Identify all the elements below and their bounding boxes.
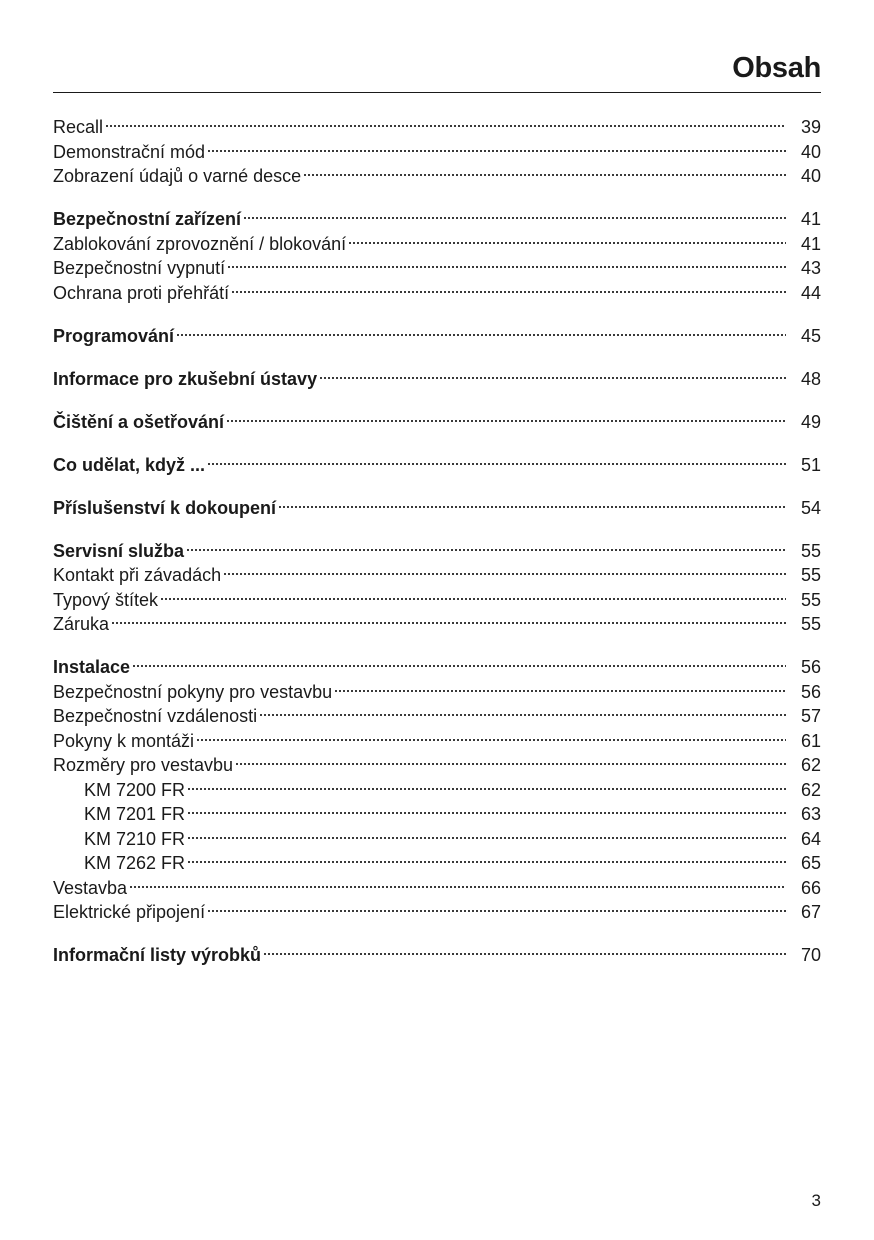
toc-entry-page: 51 — [800, 454, 821, 475]
toc-subentry[interactable] — [53, 802, 821, 827]
dot-leader — [278, 504, 786, 510]
dot-leader — [105, 123, 786, 129]
toc-entry-label: Informační listy výrobků — [53, 945, 262, 965]
toc-entry-page: 49 — [800, 411, 821, 432]
dot-leader — [226, 418, 786, 424]
toc-group — [53, 943, 821, 968]
toc-group — [53, 539, 821, 637]
toc-entry-label: Vestavba — [53, 877, 128, 898]
toc-entry-label: Informace pro zkušební ústavy — [53, 368, 318, 389]
toc-entry-label: Čištění a ošetřování — [53, 411, 225, 432]
toc-entry[interactable] — [53, 612, 821, 637]
toc-entry-label: Typový štítek — [53, 589, 159, 610]
toc-section-entry[interactable] — [53, 207, 821, 232]
title-divider — [53, 92, 821, 93]
dot-leader — [227, 264, 786, 270]
toc-entry[interactable] — [53, 256, 821, 281]
dot-leader — [186, 547, 786, 553]
toc-entry[interactable] — [53, 704, 821, 729]
dot-leader — [187, 786, 786, 792]
toc-group — [53, 207, 821, 305]
toc-entry[interactable] — [53, 876, 821, 901]
toc-entry-label: KM 7200 FR — [84, 779, 186, 800]
toc-entry-label: Záruka — [53, 614, 110, 634]
toc-section-entry[interactable] — [53, 539, 821, 564]
toc-section-entry[interactable] — [53, 367, 821, 392]
toc-entry-page: 63 — [800, 804, 821, 824]
dot-leader — [207, 908, 786, 914]
toc-entry-label: Servisní služba — [53, 540, 185, 561]
dot-leader — [187, 835, 786, 841]
toc-entry-page: 55 — [800, 565, 821, 585]
dot-leader — [132, 663, 786, 669]
toc-entry[interactable] — [53, 900, 821, 925]
dot-leader — [196, 737, 786, 743]
toc-entry-label: Bezpečnostní vzdálenosti — [53, 706, 258, 726]
toc-entry[interactable] — [53, 140, 821, 165]
toc-entry[interactable] — [53, 164, 821, 189]
toc-section-entry[interactable] — [53, 943, 821, 968]
dot-leader — [160, 596, 786, 602]
toc-group — [53, 367, 821, 392]
toc-entry-label: Ochrana proti přehřátí — [53, 282, 230, 303]
toc-entry-page: 57 — [800, 706, 821, 726]
dot-leader — [187, 810, 786, 816]
toc-entry[interactable] — [53, 588, 821, 613]
toc-entry-page: 40 — [800, 141, 821, 162]
toc-entry-label: Příslušenství k dokoupení — [53, 497, 277, 518]
toc-entry-page: 41 — [800, 233, 821, 254]
toc-entry-label: Programování — [53, 325, 175, 346]
toc-entry-label: Bezpečnostní pokyny pro vestavbu — [53, 681, 333, 702]
toc-entry-label: Kontakt při závadách — [53, 565, 222, 585]
toc-section-entry[interactable] — [53, 453, 821, 478]
dot-leader — [129, 884, 786, 890]
page-title: Obsah — [732, 52, 821, 84]
toc-entry-page: 54 — [800, 497, 821, 518]
toc-entry[interactable] — [53, 232, 821, 257]
toc-entry-label: Demonstrační mód — [53, 141, 206, 162]
toc-entry-page: 65 — [800, 853, 821, 873]
dot-leader — [207, 461, 786, 467]
toc-group — [53, 655, 821, 925]
toc-entry-page: 39 — [800, 117, 821, 137]
toc-entry-label: Rozměry pro vestavbu — [53, 755, 234, 775]
toc-entry-label: Zablokování zprovoznění / blokování — [53, 233, 347, 254]
toc-entry[interactable] — [53, 281, 821, 306]
dot-leader — [187, 859, 786, 865]
toc-entry-page: 67 — [800, 902, 821, 922]
toc-entry-page: 62 — [800, 779, 821, 800]
toc-entry-page: 61 — [800, 730, 821, 751]
toc-group — [53, 115, 821, 189]
dot-leader — [334, 688, 786, 694]
dot-leader — [243, 215, 786, 221]
dot-leader — [235, 761, 786, 767]
toc-entry[interactable] — [53, 680, 821, 705]
toc-entry-label: Bezpečnostní vypnutí — [53, 258, 226, 278]
toc-entry-page: 62 — [800, 755, 821, 775]
dot-leader — [259, 712, 786, 718]
toc-entry[interactable] — [53, 563, 821, 588]
dot-leader — [111, 620, 786, 626]
toc-section-entry[interactable] — [53, 324, 821, 349]
table-of-contents — [53, 115, 821, 986]
toc-entry-label: Pokyny k montáži — [53, 730, 195, 751]
dot-leader — [207, 148, 786, 154]
toc-section-entry[interactable] — [53, 655, 821, 680]
dot-leader — [348, 240, 786, 246]
toc-entry-page: 48 — [800, 368, 821, 389]
toc-entry-label: Co udělat, když ... — [53, 454, 206, 475]
dot-leader — [303, 172, 786, 178]
dot-leader — [263, 951, 786, 957]
toc-entry-page: 56 — [800, 681, 821, 702]
toc-entry-label: KM 7210 FR — [84, 828, 186, 849]
dot-leader — [223, 571, 786, 577]
toc-subentry[interactable] — [53, 778, 821, 803]
toc-entry-page: 41 — [800, 209, 821, 229]
toc-entry-page: 44 — [800, 282, 821, 303]
toc-entry[interactable] — [53, 753, 821, 778]
toc-entry-label: Recall — [53, 117, 104, 137]
dot-leader — [176, 332, 786, 338]
toc-section-entry[interactable] — [53, 410, 821, 435]
toc-section-entry[interactable] — [53, 496, 821, 521]
toc-entry-page: 55 — [800, 589, 821, 610]
page-number: 3 — [811, 1191, 821, 1210]
toc-entry-page: 64 — [800, 828, 821, 849]
toc-subentry[interactable] — [53, 827, 821, 852]
toc-entry-label: Bezpečnostní zařízení — [53, 209, 242, 229]
toc-entry-label: Elektrické připojení — [53, 902, 206, 922]
toc-entry-page: 43 — [800, 258, 821, 278]
toc-entry-page: 55 — [800, 540, 821, 561]
dot-leader — [319, 375, 786, 381]
toc-entry-label: KM 7262 FR — [84, 853, 186, 873]
toc-entry-page: 40 — [800, 166, 821, 186]
toc-entry-page: 70 — [800, 945, 821, 965]
toc-group — [53, 410, 821, 435]
toc-entry[interactable] — [53, 729, 821, 754]
toc-entry-page: 55 — [800, 614, 821, 634]
toc-subentry[interactable] — [53, 851, 821, 876]
toc-entry-label: Zobrazení údajů o varné desce — [53, 166, 302, 186]
toc-group — [53, 496, 821, 521]
toc-entry-label: KM 7201 FR — [84, 804, 186, 824]
toc-entry[interactable] — [53, 115, 821, 140]
toc-entry-page: 66 — [800, 877, 821, 898]
toc-group — [53, 453, 821, 478]
toc-entry-page: 56 — [800, 657, 821, 677]
toc-group — [53, 324, 821, 349]
toc-entry-label: Instalace — [53, 657, 131, 677]
toc-entry-page: 45 — [800, 325, 821, 346]
dot-leader — [231, 289, 786, 295]
